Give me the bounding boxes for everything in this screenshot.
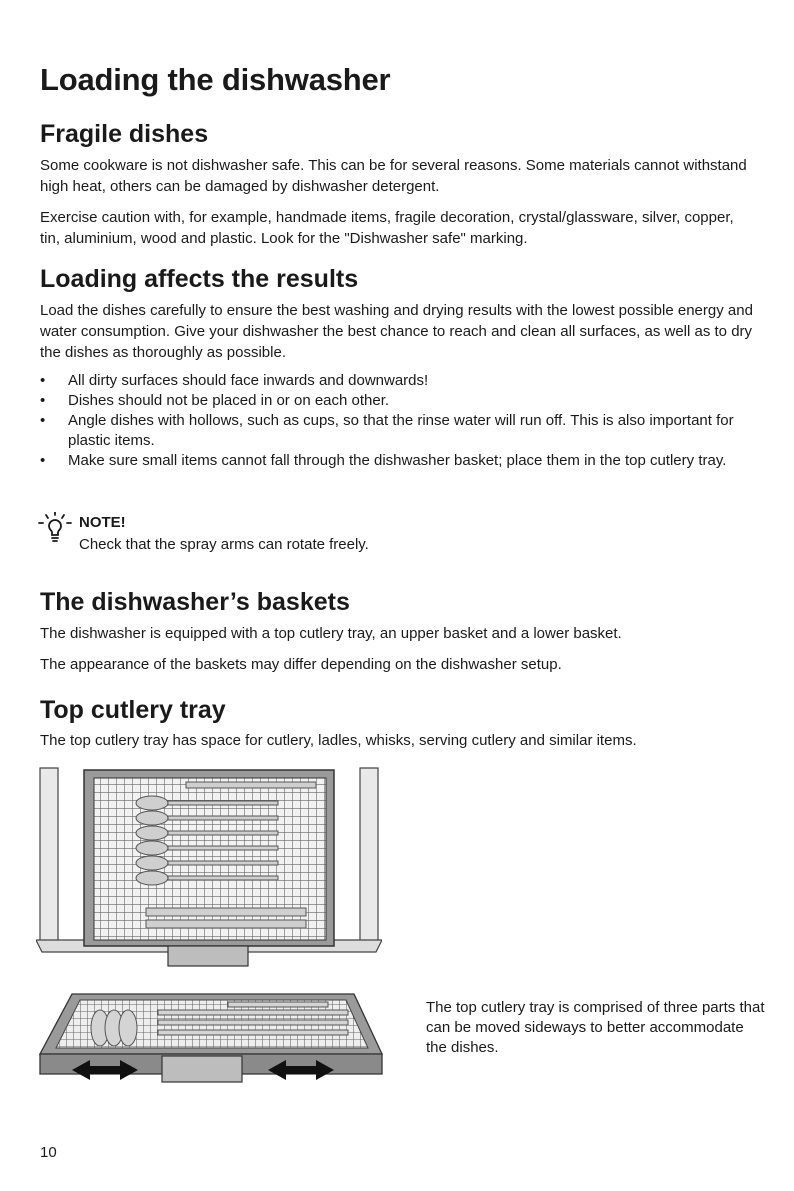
list-item: • Make sure small items cannot fall through the dishwasher basket; place them in the top cutlery tray. — [40, 451, 770, 471]
cutlery-tray-heading: Top cutlery tray — [40, 696, 226, 724]
baskets-heading: The dishwasher’s baskets — [40, 588, 350, 616]
cutlery-tray-caption: The top cutlery tray is comprised of three parts that can be moved sideways to better accommodate the dishes. — [426, 999, 765, 1056]
list-item: • All dirty surfaces should face inwards and downwards! — [40, 371, 770, 391]
cutlery-tray-paragraph: The top cutlery tray has space for cutlery, ladles, whisks, serving cutlery and similar items. — [40, 732, 637, 749]
baskets-paragraph-1: The dishwasher is equipped with a top cutlery tray, an upper basket and a lower basket. — [40, 625, 622, 642]
loading-tips-list — [40, 371, 770, 471]
note-title: NOTE! — [79, 514, 126, 531]
cutlery-tray-top-view-illustration — [36, 760, 382, 970]
list-item: • Angle dishes with hollows, such as cups, so that the rinse water will run off. This is also important for plastic items. — [40, 411, 770, 451]
fragile-dishes-paragraph-2: Exercise caution with, for example, handmade items, fragile decoration, crystal/glassware, silver, copper, tin, aluminium, wood and plastic. Look for the "Dishwasher safe" marking. — [40, 209, 734, 247]
fragile-dishes-paragraph-1: Some cookware is not dishwasher safe. This can be for several reasons. Some materials cannot withstand high heat, others can be damaged by dishwasher detergent. — [40, 157, 747, 195]
cutlery-tray-sliding-illustration — [38, 990, 384, 1086]
list-item: • Dishes should not be placed in or on each other. — [40, 391, 770, 411]
fragile-dishes-heading: Fragile dishes — [40, 120, 209, 148]
lightbulb-icon — [38, 512, 72, 552]
loading-results-paragraph: Load the dishes carefully to ensure the best washing and drying results with the lowest possible energy and water consumption. Give your dishwasher the best chance to reach and clean all surfaces, as well as to dry the dishes as thoroughly as possible. — [40, 302, 753, 361]
page-number: 10 — [40, 1144, 57, 1161]
note-text: Check that the spray arms can rotate freely. — [79, 536, 369, 553]
baskets-paragraph-2: The appearance of the baskets may differ depending on the dishwasher setup. — [40, 656, 562, 673]
loading-results-heading: Loading affects the results — [40, 265, 359, 293]
page-title: Loading the dishwasher — [40, 62, 391, 97]
